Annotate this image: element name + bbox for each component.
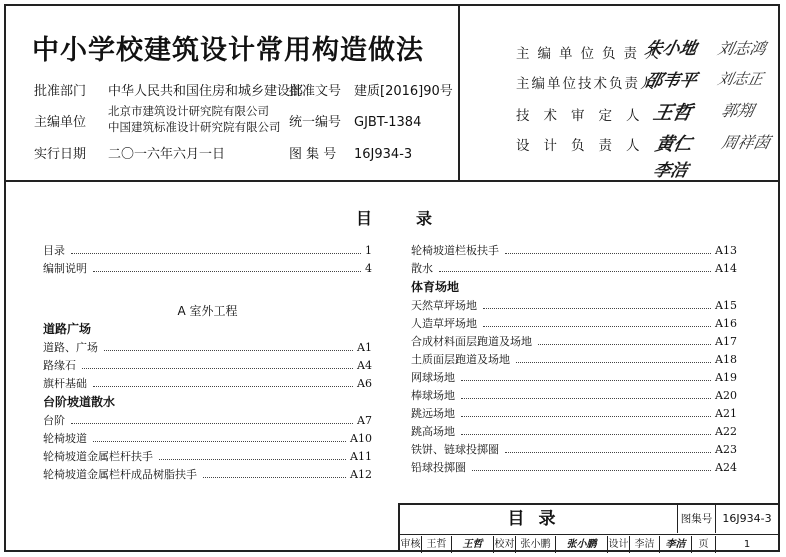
toc-entry-page: A24 (715, 461, 737, 474)
toc-entry-title: 路缘石 (43, 359, 76, 372)
drawing-frame (4, 4, 780, 552)
toc-entry-page: A18 (715, 353, 737, 366)
title-block (398, 503, 778, 552)
toc-entry[interactable] (411, 441, 737, 459)
editor-unit-line1: 北京市建筑设计研究院有限公司 (108, 104, 269, 118)
toc-entry-page: A16 (715, 317, 737, 330)
page-label: 页 (692, 536, 716, 553)
signature-extra: 李洁 (651, 161, 690, 181)
toc-leader-dots (505, 452, 711, 453)
signature-tech-1: 邵韦平 (643, 71, 699, 91)
check-name: 张小鹏 (516, 536, 556, 553)
toc-entry[interactable] (411, 459, 737, 477)
toc-leader-dots (71, 423, 353, 424)
toc-entry-page: A11 (350, 450, 372, 463)
toc-entry-page: A7 (357, 414, 372, 427)
approval-dept-label: 批准部门 (34, 84, 87, 99)
approval-dept-value: 中华人民共和国住房和城乡建设部 (108, 84, 304, 99)
atlas-no-value: 16J934-3 (354, 147, 413, 162)
approval-doc-value: 建质[2016]90号 (354, 84, 453, 99)
toc-entry-title: 跳高场地 (411, 425, 455, 438)
toc-entry-title: 旗杆基础 (43, 377, 87, 390)
signature-design-1: 黄仁 (653, 134, 694, 155)
toc-entry[interactable] (43, 375, 372, 393)
toc-entry-title: 跳远场地 (411, 407, 455, 420)
toc-entry[interactable] (411, 297, 737, 315)
toc-entry-title: 天然草坪场地 (411, 299, 477, 312)
toc-entry-page: A20 (715, 389, 737, 402)
toc-leader-dots (461, 434, 711, 435)
signature-review-1: 王哲 (651, 102, 695, 124)
toc-entry-page: A22 (715, 425, 737, 438)
toc-leader-dots (472, 470, 711, 471)
contents-heading-char-2: 录 (416, 209, 433, 228)
toc-entry-title: 人造草坪场地 (411, 317, 477, 330)
toc-entry[interactable] (43, 260, 372, 278)
toc-leader-dots (461, 416, 711, 417)
atlas-title: 中小学校建筑设计常用构造做法 (32, 35, 424, 66)
contents-heading-char-1: 目 (356, 209, 373, 228)
toc-entry-page: A4 (357, 359, 372, 372)
toc-entry-page: A1 (357, 341, 372, 354)
toc-entry-title: 轮椅坡道金属栏杆成品树脂扶手 (43, 468, 197, 481)
header-block (6, 6, 778, 182)
review-name: 王哲 (422, 536, 452, 553)
design-label: 设计 (608, 536, 630, 553)
toc-entry-page: 1 (365, 244, 372, 257)
role-design-label: 设计负责人 (516, 138, 654, 154)
toc-leader-dots (71, 253, 361, 254)
atlas-label: 图集号 (678, 505, 716, 533)
effective-date-value: 二〇一六年六月一日 (108, 147, 226, 162)
editor-unit-label: 主编单位 (34, 115, 87, 130)
approval-doc-label: 批准文号 (289, 84, 342, 99)
design-signature: 李洁 (660, 536, 692, 553)
toc-leader-dots (516, 362, 711, 363)
toc-leader-dots (505, 253, 711, 254)
atlas-value: 16J934-3 (722, 512, 772, 525)
toc-entry-page: A23 (715, 443, 737, 456)
toc-entry-title: 铁饼、链球投掷圈 (411, 443, 499, 456)
toc-entry-title: 棒球场地 (411, 389, 455, 402)
toc-leader-dots (104, 350, 353, 351)
toc-entry-title: 道路、广场 (43, 341, 98, 354)
sheet-name: 目录 (400, 505, 678, 533)
toc-section-heading: 道路广场 (43, 322, 92, 336)
signature-review-2: 郭翔 (719, 101, 756, 120)
toc-entry-title: 编制说明 (43, 262, 87, 275)
signature-tech-2: 刘志正 (715, 70, 765, 88)
effective-date-label: 实行日期 (34, 147, 87, 162)
review-signature: 王哲 (452, 536, 494, 553)
unified-no-value: GJBT-1384 (354, 115, 422, 130)
toc-entry-page: A13 (715, 244, 737, 257)
toc-entry[interactable] (43, 339, 372, 357)
toc-entry[interactable] (411, 405, 737, 423)
toc-section-heading: 体育场地 (411, 280, 460, 294)
toc-entry-title: 土质面层跑道及场地 (411, 353, 510, 366)
toc-entry-page: A10 (350, 432, 372, 445)
review-label: 审核 (400, 536, 422, 553)
role-review-label: 技术审定人 (516, 108, 654, 124)
toc-leader-dots (82, 368, 353, 369)
toc-leader-dots (93, 386, 353, 387)
toc-entry[interactable] (411, 387, 737, 405)
role-chief-unit-label: 主编单位负责人 (516, 46, 667, 62)
toc-entry-title: 散水 (411, 262, 433, 275)
toc-entry-page: A19 (715, 371, 737, 384)
toc-entry-title: 轮椅坡道 (43, 432, 87, 445)
toc-leader-dots (439, 271, 711, 272)
signature-chief-1: 朱小地 (643, 39, 699, 59)
toc-entry[interactable] (43, 412, 372, 430)
toc-entry-page: A6 (357, 377, 372, 390)
role-tech-unit-label: 主编单位技术负责人 (516, 76, 656, 92)
toc-leader-dots (461, 380, 711, 381)
toc-entry[interactable] (411, 369, 737, 387)
toc-entry[interactable] (43, 466, 372, 484)
toc-entry[interactable] (43, 430, 372, 448)
toc-entry-page: 4 (365, 262, 372, 275)
editor-unit-line2: 中国建筑标准设计研究院有限公司 (108, 120, 281, 134)
design-name: 李洁 (630, 536, 660, 553)
toc-leader-dots (538, 344, 711, 345)
toc-entry[interactable] (411, 315, 737, 333)
toc-entry[interactable] (43, 448, 372, 466)
toc-entry[interactable] (43, 357, 372, 375)
toc-entry-title: 铅球投掷圈 (411, 461, 466, 474)
toc-entry-title: 轮椅坡道金属栏杆扶手 (43, 450, 153, 463)
toc-entry-title: 目录 (43, 244, 65, 257)
contents-heading (356, 206, 432, 229)
toc-leader-dots (483, 326, 711, 327)
toc-entry-page: A14 (715, 262, 737, 275)
toc-entry[interactable] (411, 260, 737, 278)
toc-entry-page: A17 (715, 335, 737, 348)
toc-leader-dots (203, 477, 346, 478)
atlas-no-label: 图 集 号 (289, 147, 337, 162)
toc-leader-dots (461, 398, 711, 399)
toc-entry[interactable] (43, 242, 372, 260)
toc-leader-dots (93, 271, 361, 272)
toc-part-heading: A 室外工程 (177, 304, 238, 318)
header-divider (458, 6, 460, 180)
toc-entry[interactable] (411, 423, 737, 441)
signature-design-2: 周祥茵 (719, 133, 772, 152)
check-signature: 张小鹏 (556, 536, 608, 553)
toc-entry[interactable] (411, 351, 737, 369)
unified-no-label: 统一编号 (289, 115, 342, 130)
toc-entry[interactable] (411, 333, 737, 351)
toc-section-heading: 台阶坡道散水 (43, 395, 116, 409)
toc-entry-page: A12 (350, 468, 372, 481)
toc-entry-page: A15 (715, 299, 737, 312)
toc-right-column (411, 242, 737, 477)
toc-left-column (43, 242, 372, 484)
toc-leader-dots (93, 441, 346, 442)
toc-entry-title: 台阶 (43, 414, 65, 427)
page-value: 1 (743, 539, 751, 550)
signature-chief-2: 刘志鸿 (715, 39, 768, 58)
toc-entry-page: A21 (715, 407, 737, 420)
check-label: 校对 (494, 536, 516, 553)
toc-leader-dots (159, 459, 346, 460)
toc-entry-title: 网球场地 (411, 371, 455, 384)
toc-entry-title: 合成材料面层跑道及场地 (411, 335, 532, 348)
toc-leader-dots (483, 308, 711, 309)
toc-entry[interactable] (411, 242, 737, 260)
toc-entry-title: 轮椅坡道栏板扶手 (411, 244, 499, 257)
toc-spacer (43, 278, 372, 300)
